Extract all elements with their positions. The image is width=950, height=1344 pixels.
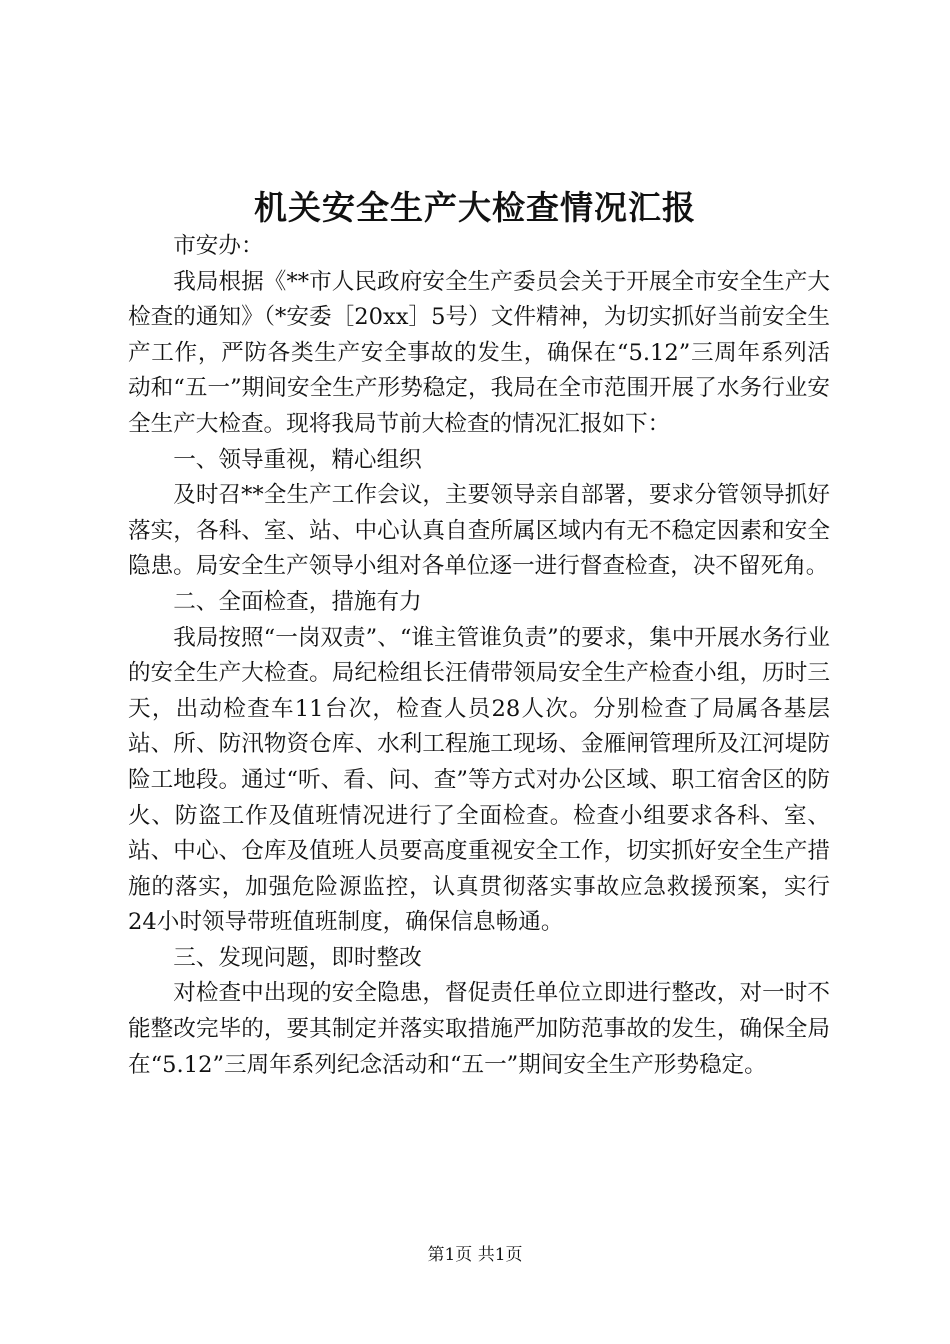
section-heading-3: 三、发现问题，即时整改 <box>173 944 422 971</box>
section-paragraph-2: 我局按照“一岗双责”、“谁主管谁负责”的要求，集中开展水务行业的安全生产大检查。局纪检组长汪倩带领局安全生产检查小组，历时三天，出动检查车11台次，检查人员28人次。分别检查了局属各基层站、所、防汛物资仓库、水利工程施工现场、金雁闸管理所及江河堤防险工地段。通过“听、看、问、查”等方式对办公区域、职工宿舍区的防火、防盗工作及值班情况进行了全面检查。检查小组要求各科、室、站、中心、仓库及值班人员要高度重视安全工作，切实抓好安全生产措施的落实，加强危险源监控，认真贯彻落实事故应急救援预案，实行24小时领导带班值班制度，确保信息畅通。 <box>128 624 830 936</box>
section-heading-1: 一、领导重视，精心组织 <box>173 446 422 473</box>
section-paragraph-1: 及时召**全生产工作会议，主要领导亲自部署，要求分管领导抓好落实，各科、室、站、中心认真自查所属区域内有无不稳定因素和安全隐患。局安全生产领导小组对各单位逐一进行督查检查，决不留死角。 <box>128 482 830 580</box>
salutation: 市安办： <box>173 233 264 259</box>
intro-paragraph: 我局根据《**市人民政府安全生产委员会关于开展全市安全生产大检查的通知》（*安委［20xx］5号）文件精神，为切实抓好当前安全生产工作，严防各类生产安全事故的发生，确保在“5.12”三周年系列活动和“五一”期间安全生产形势稳定，我局在全市范围开展了水务行业安全生产大检查。现将我局节前大检查的情况汇报如下： <box>128 268 830 437</box>
section-paragraph-3: 对检查中出现的安全隐患，督促责任单位立即进行整改，对一时不能整改完毕的，要其制定并落实取措施严加防范事故的发生，确保全局在“5.12”三周年系列纪念活动和“五一”期间安全生产形势稳定。 <box>128 980 830 1078</box>
document-title: 机关安全生产大检查情况汇报 <box>254 188 696 227</box>
section-heading-2: 二、全面检查，措施有力 <box>173 588 422 615</box>
page-footer: 第1页 共1页 <box>427 1245 523 1265</box>
document-body <box>128 229 830 1083</box>
